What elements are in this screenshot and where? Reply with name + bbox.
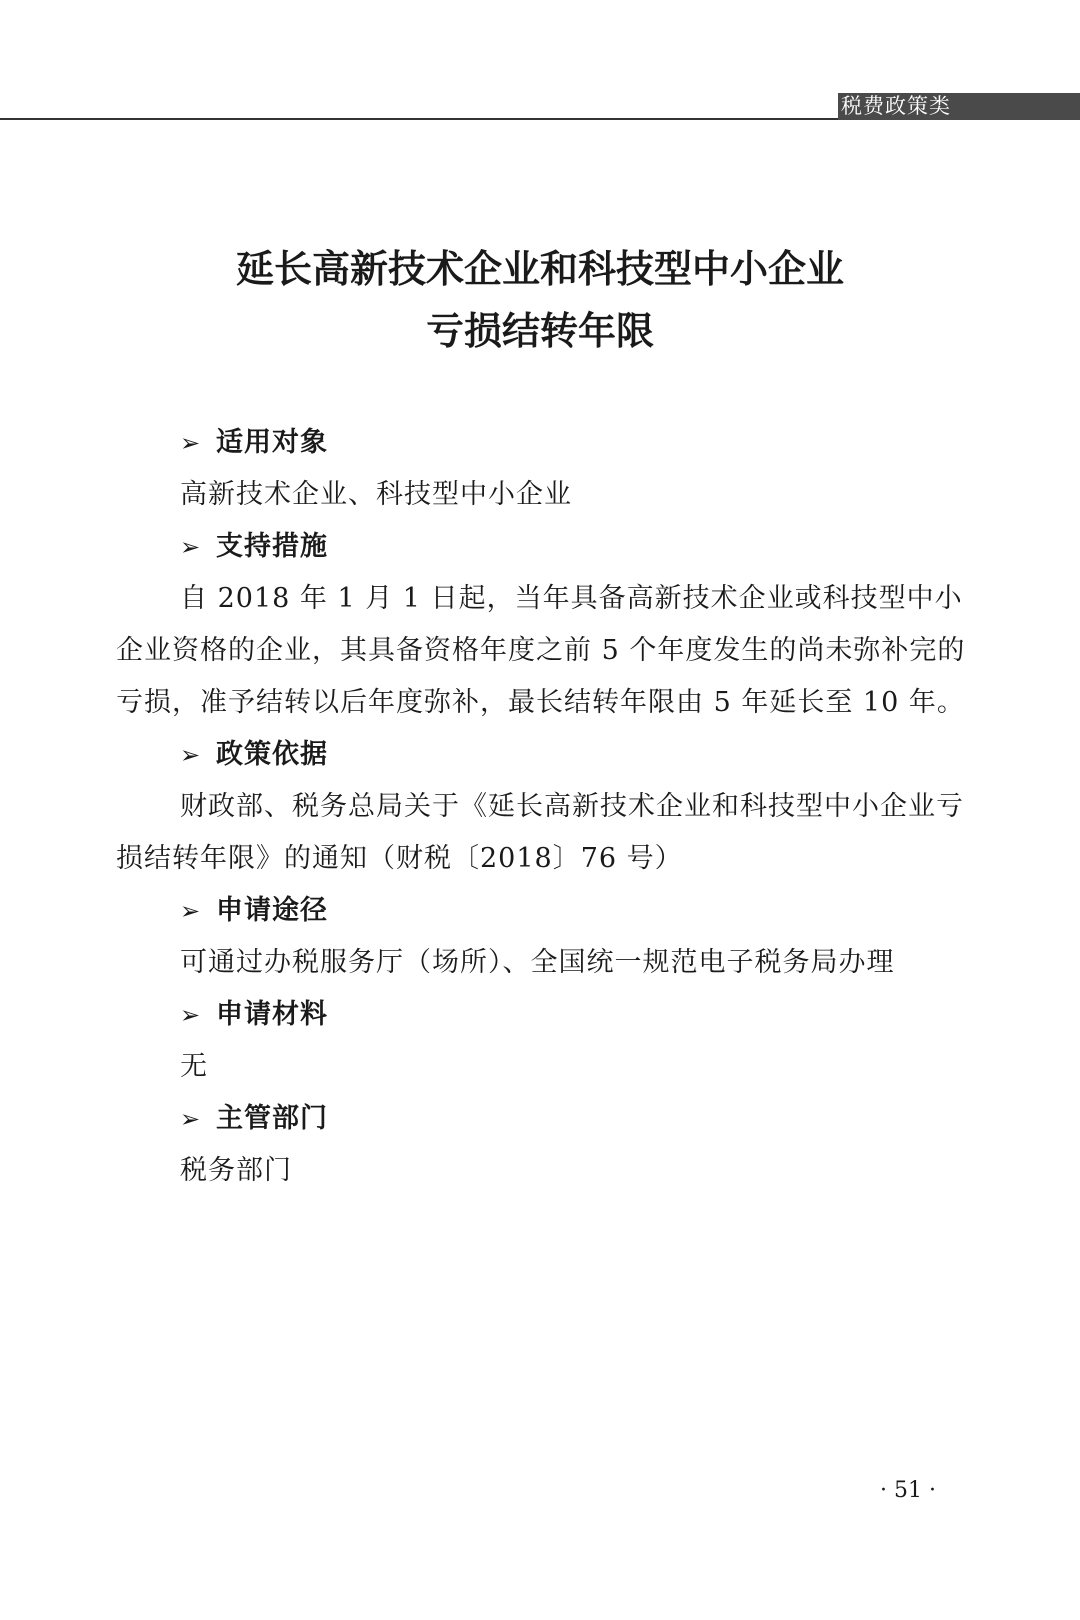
arrow-bullet-icon: ➢	[180, 741, 201, 769]
section-body-measures: 自 2018 年 1 月 1 日起，当年具备高新技术企业或科技型中小企业资格的企业，其具备资格年度之前 5 个年度发生的尚未弥补完的亏损，准予结转以后年度弥补，最长结转年限由 5 年延长至 10 年。	[116, 583, 966, 718]
arrow-bullet-icon: ➢	[180, 429, 201, 457]
category-tab: 税费政策类	[838, 93, 1080, 120]
page-number: · 51 ·	[880, 1478, 936, 1503]
section-body-materials: 无	[180, 1051, 208, 1082]
policy-content	[116, 417, 966, 1197]
title-line-1: 延长高新技术企业和科技型中小企业	[235, 247, 844, 291]
section-body-target: 高新技术企业、科技型中小企业	[180, 479, 572, 510]
section-heading-target: ➢ 适用对象	[116, 417, 966, 469]
arrow-bullet-icon: ➢	[180, 533, 201, 561]
title-line-2: 亏损结转年限	[425, 309, 654, 353]
section-body-department: 税务部门	[180, 1155, 292, 1186]
arrow-bullet-icon: ➢	[180, 897, 201, 925]
section-heading-channel: ➢ 申请途径	[116, 885, 966, 937]
section-body-channel: 可通过办税服务厅（场所）、全国统一规范电子税务局办理	[180, 947, 895, 978]
page-title	[0, 238, 1080, 362]
section-body-basis: 财政部、税务总局关于《延长高新技术企业和科技型中小企业亏损结转年限》的通知（财税〔2018〕76 号）	[116, 791, 964, 874]
section-heading-measures: ➢ 支持措施	[116, 521, 966, 573]
section-heading-basis: ➢ 政策依据	[116, 729, 966, 781]
arrow-bullet-icon: ➢	[180, 1105, 201, 1133]
section-heading-materials: ➢ 申请材料	[116, 989, 966, 1041]
arrow-bullet-icon: ➢	[180, 1001, 201, 1029]
section-heading-department: ➢ 主管部门	[116, 1093, 966, 1145]
